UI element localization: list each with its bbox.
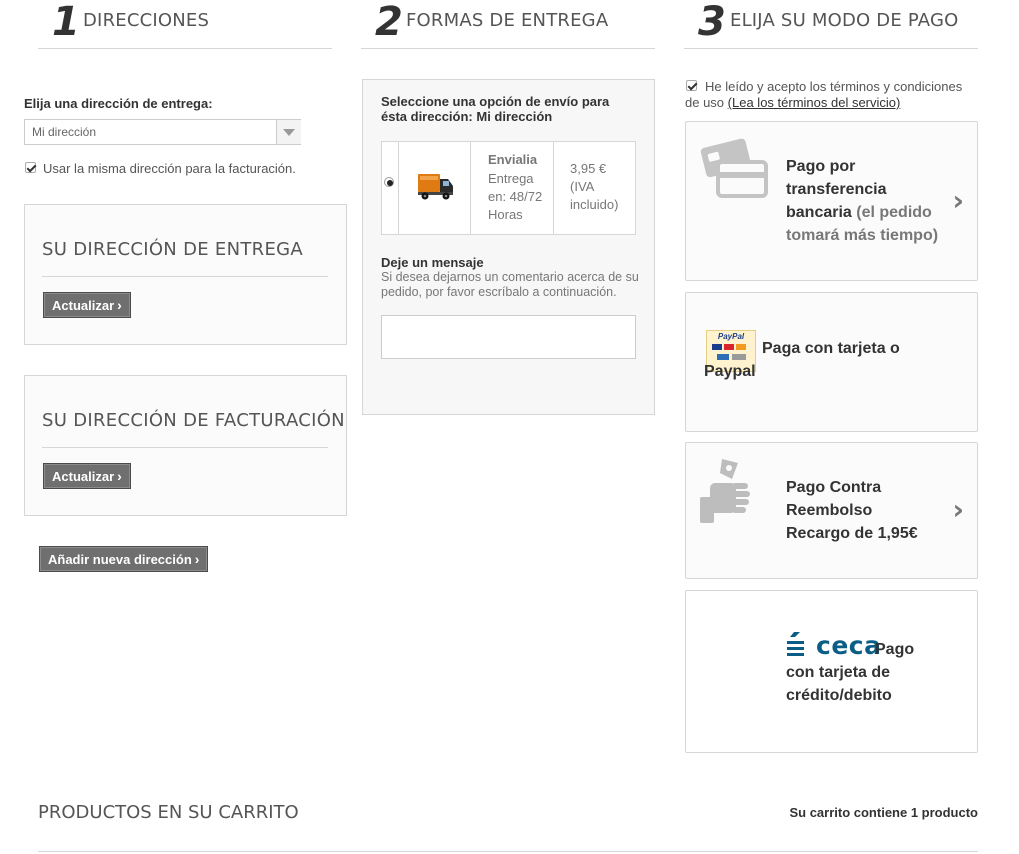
chevron-right-icon: ›	[194, 551, 200, 567]
cart-summary: Su carrito contiene 1 producto	[789, 805, 978, 820]
truck-icon	[416, 170, 456, 202]
same-billing-checkbox[interactable]	[25, 162, 36, 173]
message-title: Deje un mensaje	[381, 255, 484, 270]
ceca-logo-text: ceca	[816, 631, 882, 660]
chevron-right-icon: ›	[117, 297, 122, 313]
payment-bank-transfer[interactable]	[685, 121, 978, 281]
hand-money-icon	[698, 457, 758, 527]
update-button-label: Actualizar	[52, 469, 115, 484]
billing-address-title: SU DIRECCIÓN DE FACTURACIÓN	[42, 410, 345, 431]
carrier-name: Envialia	[488, 152, 538, 167]
step-number: 2	[375, 0, 403, 45]
message-help: Si desea dejarnos un comentario acerca de su pedido, por favor escríbalo a continuación.	[381, 270, 639, 299]
carrier-logo-cell	[398, 142, 471, 234]
divider	[38, 851, 978, 852]
payment-paypal[interactable]	[685, 292, 978, 432]
credit-card-icon	[700, 132, 770, 202]
terms-link[interactable]: (Lea los términos del servicio)	[727, 95, 901, 110]
step-header-addresses	[38, 0, 332, 49]
add-new-address-label: Añadir nueva dirección	[48, 552, 192, 567]
billing-address-box	[24, 375, 347, 516]
chevron-down-icon[interactable]	[276, 120, 301, 144]
cash-on-delivery-label: Pago Contra Reembolso Recargo de 1,95€	[786, 479, 918, 542]
step-label: ELIJA SU MODO DE PAGO	[730, 10, 959, 31]
ceca-card-label: Pago con tarjeta de crédito/debito	[786, 641, 915, 704]
terms-label: He leído y acepto los términos y condiciones de uso	[685, 79, 963, 110]
update-billing-address-button[interactable]	[43, 463, 131, 489]
carrier-delay: Entrega en: 48/72 Horas	[488, 171, 543, 222]
divider	[42, 447, 328, 448]
step-number: 3	[698, 0, 726, 45]
same-billing-label: Usar la misma dirección para la facturación.	[43, 161, 296, 176]
shipping-panel	[362, 79, 655, 415]
paypal-label: Paga con tarjeta o Paypal	[704, 340, 900, 380]
update-button-label: Actualizar	[52, 298, 115, 313]
step-number: 1	[52, 0, 80, 45]
carrier-info-cell	[470, 142, 554, 234]
delivery-address-box	[24, 204, 347, 345]
step-label: FORMAS DE ENTREGA	[406, 10, 609, 31]
step-label: DIRECCIONES	[83, 10, 210, 31]
terms-text	[685, 79, 975, 111]
payment-cash-on-delivery[interactable]	[685, 442, 978, 579]
bank-transfer-note: (el pedido tomará más tiempo)	[786, 204, 939, 244]
cart-title: PRODUCTOS EN SU CARRITO	[38, 802, 299, 823]
paypal-logo-text: PayPal	[717, 332, 745, 341]
step-header-payment	[684, 0, 978, 49]
shipping-prompt: Seleccione una opción de envío para ésta dirección: Mi dirección	[381, 94, 610, 124]
address-select[interactable]	[24, 119, 301, 145]
add-new-address-button[interactable]	[39, 546, 208, 572]
delivery-address-title: SU DIRECCIÓN DE ENTREGA	[42, 239, 304, 260]
message-textarea[interactable]	[381, 315, 636, 359]
step-header-shipping	[361, 0, 655, 49]
payment-ceca-card[interactable]	[685, 590, 978, 753]
divider	[42, 276, 328, 277]
update-delivery-address-button[interactable]	[43, 292, 131, 318]
shipping-option-radio[interactable]	[384, 177, 394, 187]
choose-address-label: Elija una dirección de entrega:	[24, 96, 213, 111]
chevron-right-icon: ›	[952, 184, 964, 217]
shipping-price: 3,95 € (IVA incluido)	[570, 161, 619, 212]
bank-transfer-label: Pago por transferencia bancaria	[786, 158, 887, 221]
chevron-right-icon: ›	[952, 493, 964, 526]
chevron-right-icon: ›	[117, 468, 122, 484]
shipping-option-row[interactable]	[381, 141, 636, 235]
radio-cell	[382, 142, 399, 234]
